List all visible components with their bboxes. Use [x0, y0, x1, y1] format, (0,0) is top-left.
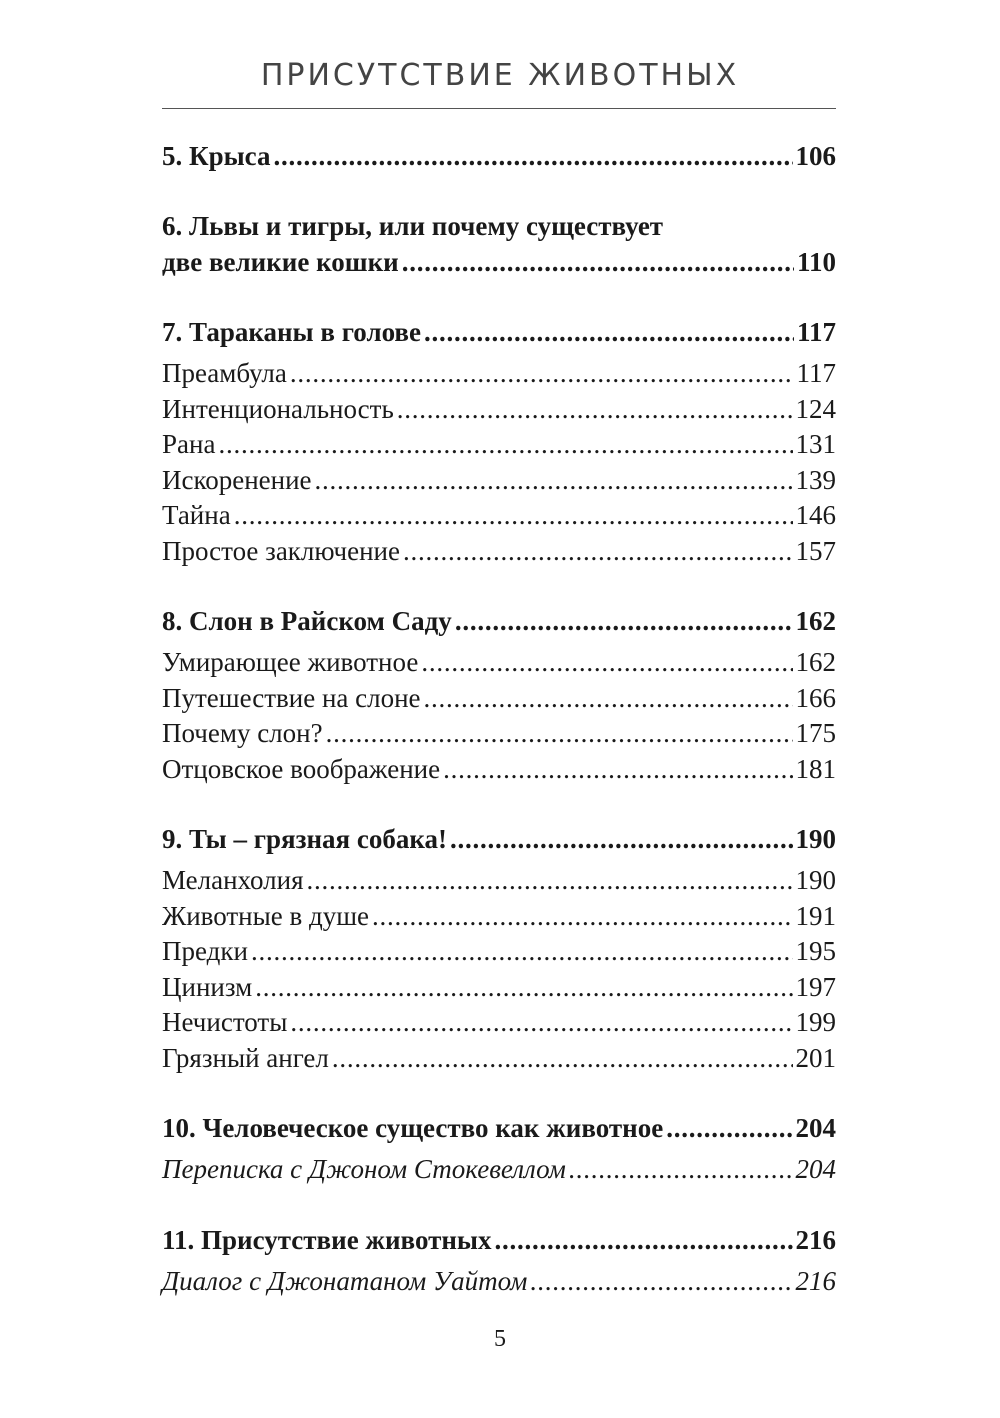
- subentry-title: Нечистоты: [162, 1007, 288, 1037]
- entry-page: 162: [795, 606, 836, 636]
- toc-subentry[interactable]: [162, 1041, 836, 1077]
- dot-leader: [530, 1264, 792, 1300]
- toc-chapter-9: [162, 821, 836, 1076]
- toc-subentry[interactable]: [162, 645, 836, 681]
- dot-leader: [666, 1110, 792, 1146]
- subentry-page: 190: [795, 865, 836, 895]
- toc-subentries: [162, 1152, 836, 1188]
- dot-leader: [455, 603, 793, 639]
- dot-leader: [402, 244, 794, 280]
- toc-subentries: [162, 645, 836, 787]
- dot-leader: [421, 645, 792, 681]
- toc-subentry[interactable]: [162, 681, 836, 717]
- dot-leader: [274, 138, 793, 174]
- toc-subentry[interactable]: [162, 716, 836, 752]
- subentry-page: 166: [795, 682, 836, 713]
- toc-subentry[interactable]: [162, 427, 836, 463]
- entry-page: 117: [796, 317, 836, 347]
- subentry-page: 204: [795, 1154, 836, 1184]
- dot-leader: [397, 392, 793, 428]
- subentry-page: 162: [795, 647, 836, 677]
- subentry-page: 131: [795, 429, 836, 459]
- entry-title: 5. Крыса: [162, 141, 271, 171]
- subentry-title: Отцовское воображение: [162, 753, 441, 784]
- dot-leader: [495, 1222, 793, 1258]
- toc-entry[interactable]: [162, 1222, 836, 1258]
- entry-page: 110: [796, 247, 836, 277]
- dot-leader: [424, 314, 794, 350]
- dot-leader: [443, 752, 792, 788]
- dot-leader: [251, 934, 793, 970]
- subentry-title: Простое заключение: [162, 535, 400, 566]
- dot-leader: [255, 970, 792, 1006]
- subentry-title: Переписка с Джоном Стокевеллом: [162, 1154, 566, 1184]
- subentry-page: 197: [795, 971, 836, 1002]
- entry-title: 11. Присутствие животных: [162, 1224, 492, 1255]
- toc-subentries: [162, 863, 836, 1076]
- entry-title: 7. Тараканы в голове: [162, 317, 421, 347]
- running-header: ПРИСУТСТВИЕ ЖИВОТНЫХ: [260, 58, 740, 93]
- subentry-page: 157: [795, 535, 836, 566]
- toc-subentry[interactable]: [162, 1152, 836, 1188]
- dot-leader: [307, 863, 793, 899]
- subentry-page: 199: [795, 1007, 836, 1037]
- toc-subentry[interactable]: [162, 463, 836, 499]
- dot-leader: [290, 1005, 792, 1041]
- toc-subentry[interactable]: [162, 752, 836, 788]
- subentry-title: Преамбула: [162, 358, 287, 388]
- entry-title-line[interactable]: 6. Львы и тигры, или почему существует: [162, 211, 664, 241]
- dot-leader: [569, 1152, 793, 1188]
- dot-leader: [234, 498, 793, 534]
- subentry-title: Животные в душе: [162, 900, 369, 931]
- dot-leader: [326, 716, 793, 752]
- subentry-title: Интенциональность: [162, 393, 394, 424]
- subentry-page: 124: [795, 393, 836, 424]
- toc-subentries: [162, 356, 836, 569]
- toc-entry[interactable]: [162, 314, 836, 350]
- subentry-title: Меланхолия: [162, 865, 304, 895]
- toc-chapter-10: [162, 1110, 836, 1188]
- subentry-title: Тайна: [162, 500, 231, 530]
- dot-leader: [290, 356, 794, 392]
- toc-subentry[interactable]: [162, 392, 836, 428]
- toc-entry[interactable]: [162, 138, 836, 174]
- entry-title: две великие кошки: [162, 247, 399, 277]
- entry-page: 106: [795, 141, 836, 171]
- subentry-title: Предки: [162, 936, 248, 966]
- toc-subentry[interactable]: [162, 356, 836, 392]
- toc-subentry[interactable]: [162, 498, 836, 534]
- toc-chapter-8: [162, 603, 836, 787]
- subentry-title: Рана: [162, 429, 216, 459]
- toc-subentry[interactable]: [162, 970, 836, 1006]
- subentry-title: Диалог с Джонатаном Уайтом: [162, 1265, 528, 1296]
- subentry-page: 181: [795, 753, 836, 784]
- toc-subentry[interactable]: [162, 934, 836, 970]
- toc-chapter-11: [162, 1222, 836, 1300]
- dot-leader: [403, 534, 793, 570]
- dot-leader: [218, 427, 792, 463]
- subentry-page: 216: [795, 1265, 836, 1296]
- entry-page: 216: [795, 1224, 836, 1255]
- subentry-page: 191: [795, 900, 836, 931]
- toc-subentry[interactable]: [162, 863, 836, 899]
- dot-leader: [450, 821, 792, 857]
- subentry-title: Путешествие на слоне: [162, 682, 421, 713]
- entry-title: 10. Человеческое существо как животное: [162, 1113, 664, 1143]
- toc-chapter-7: [162, 314, 836, 569]
- toc-subentry[interactable]: [162, 1264, 836, 1300]
- entry-title: 9. Ты – грязная собака!: [162, 824, 448, 854]
- toc-chapter-6: [162, 208, 836, 280]
- subentry-page: 175: [795, 718, 836, 748]
- subentry-page: 201: [795, 1042, 836, 1073]
- subentry-page: 139: [795, 464, 836, 495]
- entry-page: 204: [795, 1113, 836, 1143]
- dot-leader: [372, 899, 793, 935]
- subentry-title: Цинизм: [162, 971, 253, 1002]
- toc-entry[interactable]: [162, 244, 836, 280]
- page-number: 5: [494, 1326, 506, 1352]
- subentry-title: Почему слон?: [162, 718, 323, 748]
- toc-entry[interactable]: [162, 1110, 836, 1146]
- toc-entry[interactable]: [162, 821, 836, 857]
- toc-entry[interactable]: [162, 603, 836, 639]
- toc-subentry[interactable]: [162, 1005, 836, 1041]
- subentry-page: 146: [795, 500, 836, 530]
- toc-chapter-5: [162, 138, 836, 174]
- entry-page: 190: [795, 824, 836, 854]
- toc-subentry[interactable]: [162, 899, 836, 935]
- table-of-contents: [162, 138, 836, 1333]
- subentry-page: 195: [795, 936, 836, 966]
- dot-leader: [315, 463, 793, 499]
- subentry-page: 117: [796, 358, 836, 388]
- subentry-title: Умирающее животное: [162, 647, 419, 677]
- subentry-title: Грязный ангел: [162, 1042, 329, 1073]
- subentry-title: Искоренение: [162, 464, 312, 495]
- dot-leader: [332, 1041, 793, 1077]
- header-rule: [162, 108, 836, 109]
- toc-subentries: [162, 1264, 836, 1300]
- dot-leader: [424, 681, 793, 717]
- toc-subentry[interactable]: [162, 534, 836, 570]
- entry-title: 8. Слон в Райском Саду: [162, 606, 452, 636]
